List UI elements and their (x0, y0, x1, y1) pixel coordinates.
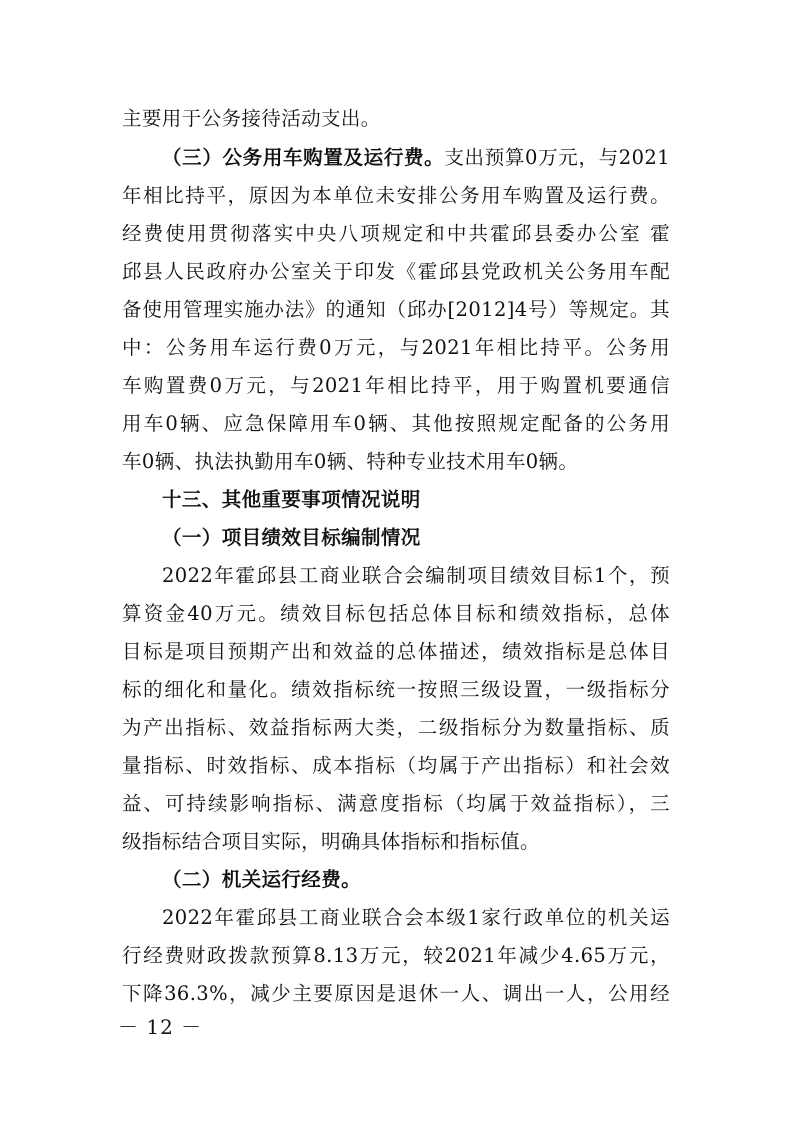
paragraph-line: 量指标、时效指标、成本指标（均属于产出指标）和社会效 (122, 754, 670, 777)
section-3-title: （三）公务用车购置及运行费。 (162, 146, 445, 169)
paragraph-line: 中：公务用车运行费0万元，与2021年相比持平。公务用 (122, 336, 670, 359)
paragraph-line: 益、可持续影响指标、满意度指标（均属于效益指标），三 (122, 792, 670, 815)
paragraph-line: 经费使用贯彻落实中央八项规定和中共霍邱县委办公室 霍 (122, 222, 670, 245)
paragraph-line: 车购置费0万元，与2021年相比持平，用于购置机要通信 (122, 374, 670, 397)
paragraph-line: 年相比持平，原因为本单位未安排公务用车购置及运行费。 (122, 184, 670, 207)
paragraph-line: 备使用管理实施办法》的通知（邱办[2012]4号）等规定。其 (122, 298, 670, 321)
section-3-intro: 支出预算0万元，与2021 (444, 146, 671, 169)
paragraph-line: 目标是项目预期产出和效益的总体描述，绩效指标是总体目 (122, 640, 670, 663)
paragraph-line: 级指标结合项目实际，明确具体指标和指标值。 (122, 830, 540, 853)
heading-operating-expenses: （二）机关运行经费。 (162, 868, 362, 891)
heading-section-13: 十三、其他重要事项情况说明 (162, 488, 421, 511)
paragraph-line: 为产出指标、效益指标两大类，二级指标分为数量指标、质 (122, 716, 670, 739)
paragraph-line: 行经费财政拨款预算8.13万元，较2021年减少4.65万元， (122, 944, 670, 967)
paragraph-line: 2022年霍邱县工商业联合会本级1家行政单位的机关运 (162, 906, 670, 929)
heading-performance-goals: （一）项目绩效目标编制情况 (162, 526, 421, 549)
paragraph-line: 用车0辆、应急保障用车0辆、其他按照规定配备的公务用 (122, 412, 670, 435)
paragraph-line: 标的细化和量化。绩效指标统一按照三级设置，一级指标分 (122, 678, 670, 701)
paragraph-line: 主要用于公务接待活动支出。 (122, 107, 381, 130)
paragraph-line: 车0辆、执法执勤用车0辆、特种专业技术用车0辆。 (122, 450, 579, 473)
section-3-first-line (162, 139, 670, 177)
paragraph-line: 下降36.3%，减少主要原因是退休一人、调出一人，公用经 (122, 982, 670, 1005)
page-number: － 12 － (118, 1015, 203, 1039)
paragraph-line: 邱县人民政府办公室关于印发《霍邱县党政机关公务用车配 (122, 260, 670, 283)
paragraph-line: 算资金40万元。绩效目标包括总体目标和绩效指标，总体 (122, 602, 670, 625)
paragraph-line: 2022年霍邱县工商业联合会编制项目绩效目标1个，预 (162, 564, 670, 587)
